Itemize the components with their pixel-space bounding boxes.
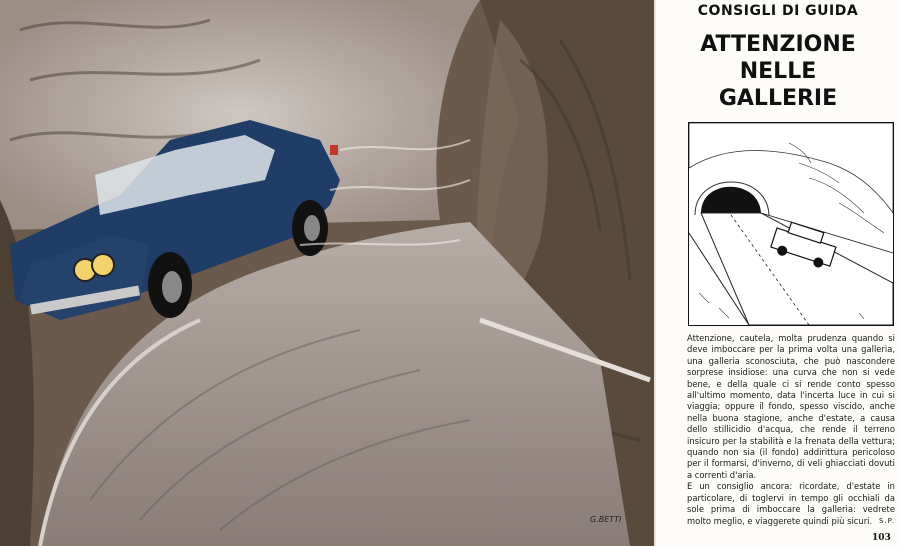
body-paragraph-2: E un consiglio ancora: ricordate, d'estate in particolare, di toglervi in tempo gli occhiali da sole prima di imboccare la galleria: vedrete molto meglio, e viaggerete quindi più sicuri. <box>687 481 895 526</box>
article-headline <box>660 31 896 112</box>
tunnel-sketch <box>688 122 894 326</box>
page-number: 103 <box>872 533 891 543</box>
section-kicker: CONSIGLI DI GUIDA <box>697 3 859 19</box>
headline-line-1: ATTENZIONE <box>700 32 856 57</box>
article-body <box>687 333 895 527</box>
headline-line-2: NELLE <box>739 59 817 84</box>
author-initials: S.P. <box>878 516 895 525</box>
headline-line-3: GALLERIE <box>718 86 838 111</box>
artist-signature: G.BETTI <box>590 515 622 524</box>
body-paragraph-1: Attenzione, cautela, molta prudenza quando si deve imboccare per la prima volta una galleria, una galleria sconosciuta, che può nascondere sorprese insidiose: una curva che non si vede bene, e della quale ci si rende conto spesso all'ultimo momento, data l'incerta luce in cui si viaggia; oppure il fondo, spesso viscido, anche nella buona stagione, anche d'estate, a causa dello stillicidio d'acqua, che rende il terreno insicuro per la stabilità e la frenata della vettura; quando non sia (il fondo) addirittura pericoloso per il formarsi, d'inverno, di veli ghiacciati dovuti a correnti d'aria. <box>687 333 895 480</box>
page-gutter <box>654 0 656 546</box>
